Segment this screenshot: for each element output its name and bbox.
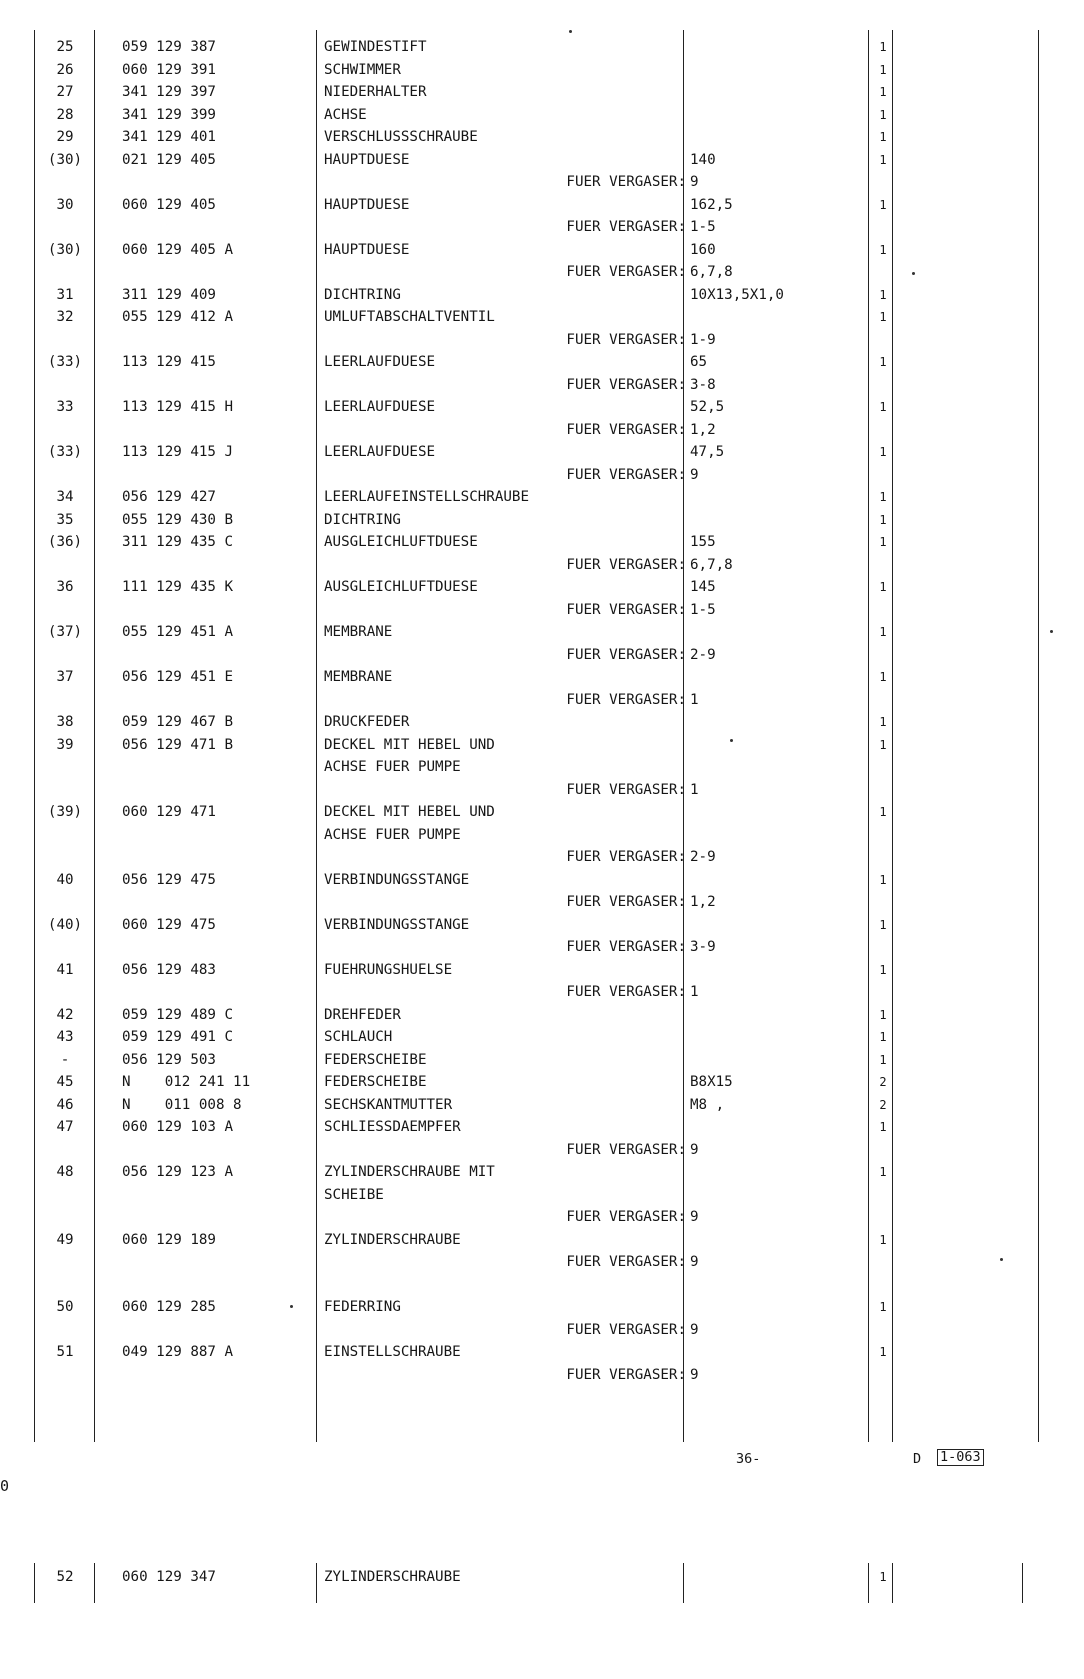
quantity: 1 [879, 85, 887, 99]
description: SCHEIBE [324, 1186, 384, 1203]
continuation-row [0, 1274, 1084, 1297]
quantity: 1 [879, 670, 887, 684]
description: ACHSE [324, 106, 367, 123]
remark-value: 1 [690, 691, 699, 708]
quantity: 1 [879, 1007, 887, 1022]
table-row [0, 509, 1084, 532]
fuer-vergaser-label: FUER VERGASER: [566, 219, 686, 235]
table-row [0, 396, 1084, 419]
table-row [0, 959, 1084, 982]
part-number: 060 129 405 A [122, 241, 234, 258]
carburetor-row [0, 981, 1084, 1004]
remark-value: 162,5 [690, 196, 733, 213]
table-row [0, 81, 1084, 104]
remark-value: 47,5 [690, 444, 725, 460]
table-row [0, 59, 1084, 82]
quantity: 1 [879, 715, 887, 729]
remark-value: 65 [690, 354, 708, 370]
description: VERSCHLUSSSCHRAUBE [324, 129, 478, 145]
position-number: 27 [56, 84, 74, 100]
table-row [0, 1341, 1084, 1364]
description: HAUPTDUESE [324, 241, 410, 258]
quantity: 1 [879, 287, 887, 302]
page-number: 36- [736, 1451, 761, 1467]
fuer-vergaser-label: FUER VERGASER: [566, 601, 686, 618]
remark-value: 160 [690, 241, 716, 258]
position-number: 25 [56, 39, 74, 55]
quantity: 1 [879, 962, 887, 977]
fuer-vergaser-label: FUER VERGASER: [566, 1141, 686, 1158]
fuer-vergaser-label: FUER VERGASER: [566, 331, 686, 348]
part-number: 059 129 489 C [122, 1006, 234, 1023]
table-row [0, 104, 1084, 127]
position-number: (33) [47, 354, 83, 370]
description: SCHLIESSDAEMPFER [324, 1119, 461, 1135]
quantity: 1 [879, 1300, 887, 1314]
fuer-vergaser-label: FUER VERGASER: [566, 264, 686, 280]
carburetor-row [0, 374, 1084, 397]
quantity: 1 [879, 805, 887, 819]
description: DECKEL MIT HEBEL UND [324, 736, 495, 753]
carburetor-row [0, 329, 1084, 352]
table-row [0, 1004, 1084, 1027]
quantity: 1 [879, 445, 887, 459]
table-row [0, 1026, 1084, 1049]
description: AUSGLEICHLUFTDUESE [324, 579, 478, 595]
description: LEERLAUFDUESE [324, 444, 436, 460]
part-number: 059 129 387 [122, 39, 216, 55]
part-number: 311 129 435 C [122, 534, 234, 550]
description: AUSGLEICHLUFTDUESE [324, 534, 478, 550]
quantity: 1 [879, 1232, 887, 1247]
table-row [0, 1049, 1084, 1072]
quantity: 1 [879, 242, 887, 257]
quantity: 1 [879, 130, 887, 144]
position-number: 36 [56, 579, 74, 595]
carburetor-row [0, 1251, 1084, 1274]
table-row [0, 1229, 1084, 1252]
scan-speck [1000, 1258, 1003, 1261]
scan-speck [730, 739, 733, 742]
remark-value: 140 [690, 151, 716, 168]
quantity: 1 [879, 1165, 887, 1179]
quantity: 1 [879, 872, 887, 887]
next-table-row [0, 1566, 1084, 1589]
scan-speck [912, 272, 915, 275]
remark-value: 6,7,8 [690, 556, 733, 573]
description: UMLUFTABSCHALTVENTIL [324, 309, 495, 325]
table-row [0, 914, 1084, 937]
position-number: 43 [56, 1029, 74, 1045]
position-number: (40) [47, 916, 83, 933]
remark-value: 1-9 [690, 331, 716, 348]
table-row [0, 149, 1084, 172]
description: DRUCKFEDER [324, 714, 410, 730]
remark-value: 9 [690, 174, 699, 190]
quantity: 2 [879, 1075, 887, 1089]
part-number: 060 129 405 [122, 196, 216, 213]
fuer-vergaser-label: FUER VERGASER: [566, 1321, 686, 1338]
description: VERBINDUNGSSTANGE [324, 871, 470, 888]
part-number: 056 129 123 A [122, 1164, 234, 1180]
remark-value: 145 [690, 579, 716, 595]
description: LEERLAUFEINSTELLSCHRAUBE [324, 489, 529, 505]
carburetor-row [0, 464, 1084, 487]
position-number: (33) [47, 444, 83, 460]
fuer-vergaser-label: FUER VERGASER: [566, 421, 686, 438]
quantity: 1 [879, 62, 887, 77]
position-number: (37) [47, 624, 83, 640]
part-number: 056 129 471 B [122, 736, 234, 753]
description: HAUPTDUESE [324, 196, 410, 213]
quantity: 2 [879, 1097, 887, 1112]
quantity: 1 [879, 1052, 887, 1067]
position-number: 51 [56, 1344, 74, 1360]
description: ACHSE FUER PUMPE [324, 759, 461, 775]
remark-value: 1-5 [690, 219, 716, 235]
table-row [0, 351, 1084, 374]
table-row [0, 666, 1084, 689]
position-number: 49 [56, 1231, 74, 1248]
quantity: 1 [879, 197, 887, 212]
remark-value: 155 [690, 534, 716, 550]
position-number: 47 [56, 1119, 74, 1135]
position-number: 46 [56, 1096, 74, 1113]
remark-value: 6,7,8 [690, 264, 733, 280]
carburetor-row [0, 1364, 1084, 1387]
quantity: 1 [879, 917, 887, 932]
part-number: 056 129 427 [122, 489, 216, 505]
carburetor-row [0, 846, 1084, 869]
quantity: 1 [879, 737, 887, 752]
position-number: 48 [56, 1164, 74, 1180]
table-row [0, 1116, 1084, 1139]
description: MEMBRANE [324, 624, 393, 640]
position-number: (39) [47, 804, 83, 820]
position-number: 40 [56, 871, 74, 888]
position-number: 38 [56, 714, 74, 730]
carburetor-row [0, 554, 1084, 577]
remark-value: 52,5 [690, 399, 725, 415]
part-number: 055 129 412 A [122, 309, 234, 325]
fuer-vergaser-label: FUER VERGASER: [566, 174, 686, 190]
position-number: 29 [56, 129, 74, 145]
table-row [0, 734, 1084, 757]
section-code-box: 1-063 [937, 1449, 984, 1466]
quantity: 1 [879, 152, 887, 167]
part-number: 055 129 451 A [122, 624, 234, 640]
table-row [0, 1071, 1084, 1094]
position-number: 37 [56, 669, 74, 685]
continuation-row [0, 756, 1084, 779]
next-position: 52 [56, 1569, 74, 1585]
remark-value: 1 [690, 781, 699, 798]
part-number: 059 129 491 C [122, 1029, 234, 1045]
table-row [0, 306, 1084, 329]
table-row [0, 36, 1084, 59]
quantity: 1 [879, 1120, 887, 1134]
remark-value: B8X15 [690, 1074, 733, 1090]
part-number: 055 129 430 B [122, 511, 234, 528]
continuation-row [0, 1184, 1084, 1207]
carburetor-row [0, 1206, 1084, 1229]
part-number: N 012 241 11 [122, 1074, 251, 1090]
fuer-vergaser-label: FUER VERGASER: [566, 939, 686, 955]
table-row [0, 239, 1084, 262]
remark-value: 1-5 [690, 601, 716, 618]
part-number: 060 129 475 [122, 916, 216, 933]
remark-value: 2-9 [690, 849, 716, 865]
fuer-vergaser-label: FUER VERGASER: [566, 646, 686, 663]
quantity: 1 [879, 107, 887, 122]
quantity: 1 [879, 310, 887, 324]
carburetor-row [0, 216, 1084, 239]
fuer-vergaser-label: FUER VERGASER: [566, 466, 686, 483]
carburetor-row [0, 779, 1084, 802]
fuer-vergaser-label: FUER VERGASER: [566, 894, 686, 910]
remark-value: 1,2 [690, 421, 716, 438]
part-number: 311 129 409 [122, 286, 216, 303]
next-description: ZYLINDERSCHRAUBE [324, 1569, 461, 1585]
part-number: 056 129 475 [122, 871, 216, 888]
description: VERBINDUNGSSTANGE [324, 916, 470, 933]
table-row [0, 1094, 1084, 1117]
table-row [0, 1161, 1084, 1184]
position-number: 35 [56, 511, 74, 528]
description: HAUPTDUESE [324, 151, 410, 168]
remark-value: 3-9 [690, 939, 716, 955]
remark-value: 9 [690, 1254, 699, 1270]
description: GEWINDESTIFT [324, 39, 427, 55]
remark-value: 1 [690, 984, 699, 1000]
part-number: 113 129 415 H [122, 399, 234, 415]
position-number: 34 [56, 489, 74, 505]
part-number: 060 129 189 [122, 1231, 216, 1248]
part-number: 056 129 451 E [122, 669, 234, 685]
description: ACHSE FUER PUMPE [324, 826, 461, 843]
fuer-vergaser-label: FUER VERGASER: [566, 1209, 686, 1225]
part-number: 049 129 887 A [122, 1344, 234, 1360]
position-number: 33 [56, 399, 74, 415]
description: FEDERSCHEIBE [324, 1051, 427, 1068]
remark-value: 1,2 [690, 894, 716, 910]
scan-speck [1050, 630, 1053, 633]
table-row [0, 1296, 1084, 1319]
remark-value: 9 [690, 1141, 699, 1158]
description: DICHTRING [324, 511, 401, 528]
description: NIEDERHALTER [324, 84, 427, 100]
position-number: 31 [56, 286, 74, 303]
part-number: 341 129 401 [122, 129, 216, 145]
description: ZYLINDERSCHRAUBE [324, 1231, 461, 1248]
carburetor-row [0, 171, 1084, 194]
position-number: 28 [56, 106, 74, 123]
table-row [0, 194, 1084, 217]
part-number: 060 129 471 [122, 804, 216, 820]
remark-value: 9 [690, 1321, 699, 1338]
part-number: 060 129 391 [122, 61, 216, 78]
part-number: 056 129 503 [122, 1051, 216, 1068]
carburetor-row [0, 891, 1084, 914]
table-row [0, 126, 1084, 149]
position-number: (30) [47, 151, 83, 168]
description: SCHLAUCH [324, 1029, 393, 1045]
fuer-vergaser-label: FUER VERGASER: [566, 849, 686, 865]
position-number: 26 [56, 61, 74, 78]
table-row [0, 621, 1084, 644]
description: DECKEL MIT HEBEL UND [324, 804, 495, 820]
part-number: 059 129 467 B [122, 714, 234, 730]
part-number: 056 129 483 [122, 961, 216, 978]
position-number: (30) [47, 241, 83, 258]
position-number: 50 [56, 1299, 74, 1315]
carburetor-row [0, 1319, 1084, 1342]
fuer-vergaser-label: FUER VERGASER: [566, 1254, 686, 1270]
description: DICHTRING [324, 286, 401, 303]
carburetor-row [0, 689, 1084, 712]
remark-value: 3-8 [690, 376, 716, 393]
position-number: 41 [56, 961, 74, 978]
carburetor-row [0, 419, 1084, 442]
remark-value: 2-9 [690, 646, 716, 663]
description: SECHSKANTMUTTER [324, 1096, 453, 1113]
part-number: 060 129 103 A [122, 1119, 234, 1135]
carburetor-row [0, 599, 1084, 622]
part-number: 341 129 397 [122, 84, 216, 100]
next-part-number: 060 129 347 [122, 1569, 216, 1585]
part-number: 021 129 405 [122, 151, 216, 168]
part-number: 113 129 415 [122, 354, 216, 370]
quantity: 1 [879, 1030, 887, 1044]
description: ZYLINDERSCHRAUBE MIT [324, 1164, 495, 1180]
part-number: 060 129 285 [122, 1299, 216, 1315]
table-row [0, 441, 1084, 464]
position-number: - [60, 1051, 70, 1068]
continuation-row [0, 824, 1084, 847]
remark-value: 9 [690, 1366, 699, 1383]
quantity: 1 [879, 535, 887, 549]
table-row [0, 284, 1084, 307]
table-row [0, 801, 1084, 824]
description: FEDERRING [324, 1299, 401, 1315]
quantity: 1 [879, 40, 887, 54]
section-letter: D [913, 1451, 922, 1467]
carburetor-row [0, 936, 1084, 959]
carburetor-row [0, 1139, 1084, 1162]
fuer-vergaser-label: FUER VERGASER: [566, 1366, 686, 1383]
table-row [0, 486, 1084, 509]
position-number: (36) [47, 534, 83, 550]
margin-mark: 0 [0, 1477, 10, 1495]
fuer-vergaser-label: FUER VERGASER: [566, 781, 686, 798]
description: FEDERSCHEIBE [324, 1074, 427, 1090]
description: DREHFEDER [324, 1006, 401, 1023]
table-row [0, 531, 1084, 554]
position-number: 30 [56, 196, 74, 213]
table-row [0, 576, 1084, 599]
description: LEERLAUFDUESE [324, 354, 436, 370]
remark-value: 10X13,5X1,0 [690, 286, 784, 303]
quantity: 1 [879, 580, 887, 594]
position-number: 39 [56, 736, 74, 753]
description: EINSTELLSCHRAUBE [324, 1344, 461, 1360]
description: LEERLAUFDUESE [324, 399, 436, 415]
position-number: 45 [56, 1074, 74, 1090]
part-number: 341 129 399 [122, 106, 216, 123]
part-number: N 011 008 8 [122, 1096, 242, 1113]
next-quantity: 1 [879, 1570, 887, 1584]
carburetor-row [0, 261, 1084, 284]
carburetor-row [0, 644, 1084, 667]
table-row [0, 711, 1084, 734]
quantity: 1 [879, 1345, 887, 1359]
quantity: 1 [879, 490, 887, 504]
description: SCHWIMMER [324, 61, 401, 78]
parts-table [0, 36, 1084, 1386]
fuer-vergaser-label: FUER VERGASER: [566, 376, 686, 393]
quantity: 1 [879, 400, 887, 414]
remark-value: M8 , [690, 1096, 725, 1113]
scan-speck [569, 30, 572, 33]
fuer-vergaser-label: FUER VERGASER: [566, 556, 686, 573]
quantity: 1 [879, 625, 887, 639]
part-number: 111 129 435 K [122, 579, 234, 595]
position-number: 42 [56, 1006, 74, 1023]
table-row [0, 869, 1084, 892]
quantity: 1 [879, 355, 887, 369]
remark-value: 9 [690, 466, 699, 483]
description: MEMBRANE [324, 669, 393, 685]
part-number: 113 129 415 J [122, 444, 234, 460]
remark-value: 9 [690, 1209, 699, 1225]
description: FUEHRUNGSHUELSE [324, 961, 453, 978]
fuer-vergaser-label: FUER VERGASER: [566, 984, 686, 1000]
fuer-vergaser-label: FUER VERGASER: [566, 691, 686, 708]
scan-speck [290, 1305, 293, 1308]
quantity: 1 [879, 512, 887, 527]
position-number: 32 [56, 309, 74, 325]
